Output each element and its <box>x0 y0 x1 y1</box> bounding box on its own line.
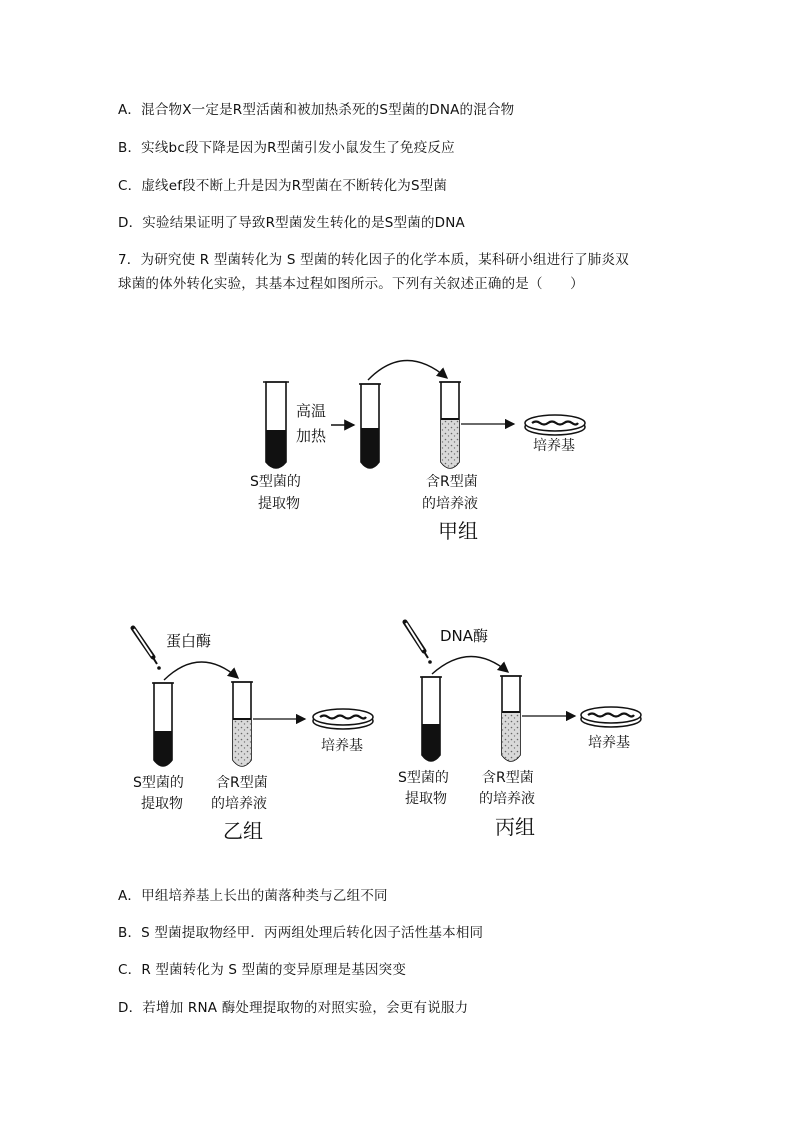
jia-tube3-label-2: 的培养液 <box>422 496 478 512</box>
bing-tube2-label-1: 含R型菌 <box>482 770 534 786</box>
prev-option-a: A．混合物X一定是R型活菌和被加热杀死的S型菌的DNA的混合物 <box>118 102 515 118</box>
bing-culture-plate <box>581 707 641 727</box>
bing-tube-r-culture <box>500 676 522 761</box>
jia-culture-plate <box>525 415 585 435</box>
bing-enzyme-label: DNA酶 <box>440 627 489 645</box>
bing-transfer-arrow <box>432 656 508 674</box>
jia-tube-r-culture <box>439 382 461 468</box>
group-yi <box>133 628 373 843</box>
yi-tube2-label-1: 含R型菌 <box>216 775 268 791</box>
yi-enzyme-label: 蛋白酶 <box>166 632 212 650</box>
yi-tube2-label-2: 的培养液 <box>211 796 267 812</box>
yi-tube1-label-1: S型菌的 <box>133 775 184 791</box>
q7-option-a: A．甲组培养基上长出的菌落种类与乙组不同 <box>118 888 388 904</box>
bing-group-name: 丙组 <box>495 815 535 839</box>
yi-group-name: 乙组 <box>223 819 263 843</box>
jia-tube3-label-1: 含R型菌 <box>426 474 478 490</box>
jia-tube-s-extract <box>263 382 289 468</box>
yi-plate-label: 培养基 <box>321 738 363 754</box>
bing-tube2-label-2: 的培养液 <box>479 791 535 807</box>
yi-tube-r-culture <box>231 682 253 766</box>
prev-option-c: C．虚线ef段不断上升是因为R型菌在不断转化为S型菌 <box>118 178 448 194</box>
jia-tube1-label-1: S型菌的 <box>250 474 301 490</box>
yi-tube-s-extract <box>152 683 174 766</box>
yi-transfer-arrow <box>164 662 238 680</box>
question7-stem-line2: 球菌的体外转化实验，其基本过程如图所示。下列有关叙述正确的是（ ） <box>118 276 584 292</box>
jia-plate-label: 培养基 <box>533 438 575 454</box>
yi-dropper-icon <box>133 628 161 670</box>
jia-tube-heated <box>359 384 381 468</box>
jia-treatment-1: 高温 <box>296 402 327 420</box>
bing-dropper-icon <box>405 622 432 664</box>
prev-option-d: D．实验结果证明了导致R型菌发生转化的是S型菌的DNA <box>118 215 465 231</box>
group-jia <box>250 360 585 543</box>
question7-stem-line1: 7．为研究使 R 型菌转化为 S 型菌的转化因子的化学本质，某科研小组进行了肺炎双 <box>118 252 629 268</box>
group-bing <box>398 622 641 839</box>
jia-group-name: 甲组 <box>438 519 478 543</box>
bing-tube1-label-2: 提取物 <box>405 791 447 807</box>
jia-tube1-label-2: 提取物 <box>258 496 300 512</box>
q7-option-d: D．若增加 RNA 酶处理提取物的对照实验，会更有说服力 <box>118 1000 469 1016</box>
bing-plate-label: 培养基 <box>588 735 630 751</box>
q7-option-c: C．R 型菌转化为 S 型菌的变异原理是基因突变 <box>118 962 407 978</box>
jia-transfer-arrow <box>368 360 447 380</box>
q7-option-b: B．S 型菌提取物经甲．丙两组处理后转化因子活性基本相同 <box>118 925 484 941</box>
prev-option-b: B．实线bc段下降是因为R型菌引发小鼠发生了免疫反应 <box>118 140 455 156</box>
bing-tube-s-extract <box>420 677 442 761</box>
jia-treatment-2: 加热 <box>296 427 327 445</box>
bing-tube1-label-1: S型菌的 <box>398 770 449 786</box>
yi-tube1-label-2: 提取物 <box>141 796 183 812</box>
yi-culture-plate <box>313 709 373 729</box>
